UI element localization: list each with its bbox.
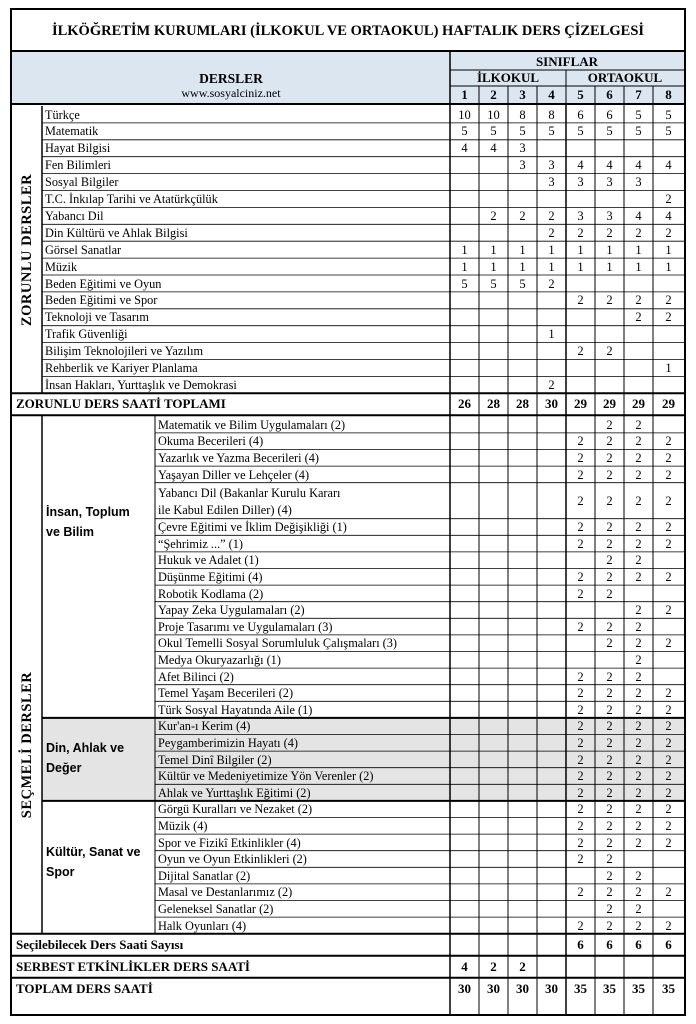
zorunlu-row-value: 2 bbox=[665, 310, 672, 325]
zorunlu-row-value: 1 bbox=[548, 259, 555, 274]
secmeli-row-value: 2 bbox=[606, 493, 613, 508]
zorunlu-row-name: Fen Bilimleri bbox=[45, 158, 111, 173]
zorunlu-row-name: İnsan Hakları, Yurttaşlık ve Demokrasi bbox=[45, 377, 237, 392]
zorunlu-row-value: 1 bbox=[665, 361, 672, 375]
secmeli-row-value: 2 bbox=[606, 636, 613, 651]
secmeli-row-value: 2 bbox=[577, 451, 584, 465]
secmeli-row-value: 2 bbox=[665, 636, 672, 651]
zorunlu-row-value: 5 bbox=[635, 107, 642, 122]
secmeli-row-value: 2 bbox=[577, 852, 584, 867]
secmeli-row-value: 2 bbox=[635, 417, 642, 432]
secmeli-row-value: 2 bbox=[577, 885, 584, 900]
secmeli-row-name: Temel Dinî Bilgiler (2) bbox=[158, 752, 272, 767]
zorunlu-row-value: 1 bbox=[461, 242, 468, 257]
zorunlu-row-value: 2 bbox=[577, 344, 584, 359]
secmeli-row-name: Geleneksel Sanatlar (2) bbox=[158, 902, 274, 916]
zorunlu-row-value: 2 bbox=[665, 293, 672, 308]
secmeli-row-name: Medya Okuryazarlığı (1) bbox=[158, 653, 281, 667]
grade-header: 3 bbox=[519, 87, 526, 102]
secmeli-row-value: 2 bbox=[606, 417, 613, 432]
secmeli-row-name: Yabancı Dil (Bakanlar Kurulu Kararı bbox=[158, 485, 341, 500]
grade-header: 4 bbox=[548, 87, 555, 102]
zorunlu-row-name: Trafik Güvenliği bbox=[45, 327, 128, 342]
zorunlu-row-name: Teknoloji ve Tasarım bbox=[45, 310, 149, 325]
secmeli-row-name: Masal ve Destanlarımız (2) bbox=[158, 885, 293, 900]
zorunlu-row-value: 8 bbox=[519, 107, 526, 122]
zorunlu-row-value: 6 bbox=[577, 107, 584, 122]
secmeli-group-label: Kültür, Sanat ve Spor bbox=[46, 845, 141, 880]
footer-row-value: 35 bbox=[662, 980, 675, 996]
secmeli-row-value: 2 bbox=[606, 719, 613, 734]
zorunlu-row-value: 1 bbox=[665, 242, 672, 257]
secmeli-row-value: 2 bbox=[635, 553, 642, 568]
footer-label: SERBEST ETKİNLİKLER DERS SAATİ bbox=[16, 958, 250, 974]
zorunlu-row-value: 5 bbox=[461, 124, 468, 139]
zorunlu-row-value: 4 bbox=[606, 158, 613, 173]
secmeli-row-value: 2 bbox=[635, 619, 642, 634]
secmeli-row-value: 2 bbox=[635, 686, 642, 701]
zorunlu-row-value: 2 bbox=[548, 276, 555, 291]
secmeli-row-value: 2 bbox=[665, 686, 672, 701]
secmeli-row-name: Okul Temelli Sosyal Sorumluluk Çalışmaları (3) bbox=[158, 636, 398, 651]
header-ilkokul: İLKOKUL bbox=[476, 70, 540, 85]
secmeli-row-value: 2 bbox=[606, 785, 613, 800]
secmeli-row-value: 2 bbox=[606, 885, 613, 900]
zorunlu-row-value: 2 bbox=[635, 310, 642, 325]
zorunlu-row-name: Din Kültürü ve Ahlak Bilgisi bbox=[45, 225, 188, 240]
secmeli-row-name: Çevre Eğitimi ve İklim Değişikliği (1) bbox=[158, 520, 347, 535]
grade-header: 2 bbox=[490, 87, 497, 102]
secmeli-row-value: 2 bbox=[577, 835, 584, 850]
secmeli-row-name: Okuma Becerileri (4) bbox=[158, 434, 264, 449]
secmeli-row-value: 2 bbox=[577, 493, 584, 508]
secmeli-row-value: 2 bbox=[635, 752, 642, 767]
zorunlu-row-value: 1 bbox=[519, 259, 526, 274]
zorunlu-total-label: ZORUNLU DERS SAATİ TOPLAMI bbox=[16, 396, 226, 412]
secmeli-row-value: 2 bbox=[606, 752, 613, 767]
zorunlu-row-value: 3 bbox=[606, 208, 613, 223]
secmeli-row-value: 2 bbox=[577, 819, 584, 833]
zorunlu-row-value: 1 bbox=[577, 242, 584, 257]
secmeli-row-name: Ahlak ve Yurttaşlık Eğitimi (2) bbox=[158, 785, 311, 800]
secmeli-row-name: Peygamberimizin Hayatı (4) bbox=[158, 736, 299, 750]
zorunlu-row-value: 5 bbox=[519, 276, 526, 291]
secmeli-row-value: 2 bbox=[665, 885, 672, 900]
secmeli-row-value: 2 bbox=[635, 719, 642, 734]
zorunlu-row-name: Müzik bbox=[45, 259, 78, 274]
grade-header: 1 bbox=[461, 87, 468, 102]
schedule-table bbox=[10, 8, 686, 1016]
secmeli-row-value: 2 bbox=[635, 702, 642, 717]
secmeli-row-name: “Şehrimiz ...” (1) bbox=[158, 536, 244, 551]
secmeli-section-label: SEÇMELİ DERSLER bbox=[19, 671, 35, 818]
zorunlu-row-value: 2 bbox=[606, 293, 613, 308]
secmeli-row-value: 2 bbox=[665, 434, 672, 449]
secmeli-row-value: 2 bbox=[665, 835, 672, 850]
secmeli-row-name: Görgü Kuralları ve Nezaket (2) bbox=[158, 802, 313, 817]
secmeli-row-value: 2 bbox=[635, 902, 642, 916]
zorunlu-row-value: 10 bbox=[487, 107, 500, 122]
zorunlu-row-name: Hayat Bilgisi bbox=[45, 141, 111, 156]
secmeli-row-value: 2 bbox=[577, 586, 584, 601]
zorunlu-row-value: 1 bbox=[461, 259, 468, 274]
zorunlu-row-value: 1 bbox=[519, 242, 526, 257]
secmeli-row-value: 2 bbox=[665, 520, 672, 535]
secmeli-row-value: 2 bbox=[635, 653, 642, 667]
footer-row-value: 2 bbox=[519, 958, 526, 974]
secmeli-row-value: 2 bbox=[665, 918, 672, 933]
secmeli-row-value: 2 bbox=[606, 918, 613, 933]
zorunlu-row-value: 6 bbox=[606, 107, 613, 122]
secmeli-row-value: 2 bbox=[665, 785, 672, 800]
zorunlu-row-name: T.C. İnkılap Tarihi ve Atatürkçülük bbox=[45, 192, 218, 206]
zorunlu-section-label: ZORUNLU DERSLER bbox=[19, 173, 35, 326]
zorunlu-row-value: 2 bbox=[548, 377, 555, 392]
zorunlu-row-name: Matematik bbox=[45, 124, 99, 139]
secmeli-row-value: 2 bbox=[577, 467, 584, 482]
secmeli-row-value: 2 bbox=[635, 451, 642, 465]
zorunlu-row-value: 3 bbox=[635, 175, 642, 190]
header-website: www.sosyalciniz.net bbox=[181, 86, 281, 100]
zorunlu-row-value: 3 bbox=[577, 208, 584, 223]
zorunlu-row-value: 4 bbox=[490, 141, 497, 156]
secmeli-row-value: 2 bbox=[606, 819, 613, 833]
secmeli-row-value: 2 bbox=[665, 752, 672, 767]
secmeli-row-value: 2 bbox=[606, 669, 613, 684]
footer-row-value: 6 bbox=[606, 936, 613, 952]
secmeli-row-name: Yazarlık ve Yazma Becerileri (4) bbox=[158, 451, 319, 465]
secmeli-row-value: 2 bbox=[606, 570, 613, 584]
secmeli-row-value: 2 bbox=[665, 467, 672, 482]
secmeli-row-value: 2 bbox=[635, 736, 642, 750]
secmeli-row-value: 2 bbox=[635, 493, 642, 508]
zorunlu-row-value: 4 bbox=[635, 208, 642, 223]
secmeli-row-value: 2 bbox=[606, 686, 613, 701]
secmeli-row-name: Spor ve Fizikî Etkinlikler (4) bbox=[158, 835, 301, 850]
zorunlu-row-value: 2 bbox=[665, 192, 672, 206]
zorunlu-row-name: Yabancı Dil bbox=[45, 208, 104, 223]
secmeli-group-label: Din, Ahlak ve Değer bbox=[46, 741, 125, 776]
secmeli-row-name: Proje Tasarımı ve Uygulamaları (3) bbox=[158, 619, 333, 634]
zorunlu-row-value: 3 bbox=[519, 158, 526, 173]
zorunlu-total-value: 29 bbox=[603, 396, 616, 412]
zorunlu-row-name: Bilişim Teknolojileri ve Yazılım bbox=[45, 344, 204, 359]
zorunlu-row-value: 2 bbox=[490, 208, 497, 223]
secmeli-row-value: 2 bbox=[606, 835, 613, 850]
footer-row-value: 35 bbox=[574, 980, 587, 996]
secmeli-row-name: Türk Sosyal Hayatında Aile (1) bbox=[158, 702, 313, 717]
zorunlu-total-value: 28 bbox=[516, 396, 529, 412]
secmeli-row-value: 2 bbox=[606, 467, 613, 482]
secmeli-row-value: 2 bbox=[606, 702, 613, 717]
secmeli-row-name: Temel Yaşam Becerileri (2) bbox=[158, 686, 294, 701]
footer-row-value: 35 bbox=[603, 980, 616, 996]
secmeli-row-value: 2 bbox=[635, 868, 642, 883]
secmeli-row-value: 2 bbox=[577, 719, 584, 734]
secmeli-group-label: İnsan, Toplum ve Bilim bbox=[46, 505, 130, 540]
zorunlu-row-value: 2 bbox=[606, 344, 613, 359]
secmeli-row-name: Kur'an-ı Kerim (4) bbox=[158, 719, 251, 734]
grade-header: 7 bbox=[635, 87, 642, 102]
zorunlu-row-value: 8 bbox=[548, 107, 555, 122]
zorunlu-total-value: 26 bbox=[458, 396, 471, 412]
zorunlu-row-value: 2 bbox=[635, 225, 642, 240]
secmeli-row-value: 2 bbox=[665, 493, 672, 508]
secmeli-row-value: 2 bbox=[665, 536, 672, 551]
secmeli-row-value: 2 bbox=[577, 686, 584, 701]
zorunlu-row-value: 1 bbox=[665, 259, 672, 274]
zorunlu-row-value: 2 bbox=[606, 225, 613, 240]
secmeli-row-name: Robotik Kodlama (2) bbox=[158, 586, 264, 601]
secmeli-row-value: 2 bbox=[665, 719, 672, 734]
zorunlu-row-value: 5 bbox=[548, 124, 555, 139]
secmeli-row-value: 2 bbox=[635, 520, 642, 535]
secmeli-row-value: 2 bbox=[577, 702, 584, 717]
secmeli-row-name: Oyun ve Oyun Etkinlikleri (2) bbox=[158, 852, 307, 867]
secmeli-row-value: 2 bbox=[635, 434, 642, 449]
header-siniflar: SINIFLAR bbox=[535, 54, 599, 69]
zorunlu-row-name: Sosyal Bilgiler bbox=[45, 175, 119, 190]
secmeli-row-value: 2 bbox=[606, 520, 613, 535]
secmeli-row-value: 2 bbox=[606, 434, 613, 449]
zorunlu-row-value: 3 bbox=[606, 175, 613, 190]
secmeli-row-value: 2 bbox=[635, 835, 642, 850]
secmeli-row-name: Dijital Sanatlar (2) bbox=[158, 868, 251, 883]
footer-row-value: 4 bbox=[461, 958, 468, 974]
grade-header: 8 bbox=[665, 87, 672, 102]
zorunlu-row-value: 2 bbox=[577, 293, 584, 308]
footer-label: Seçilebilecek Ders Saati Sayısı bbox=[16, 936, 184, 952]
zorunlu-row-value: 5 bbox=[519, 124, 526, 139]
secmeli-row-value: 2 bbox=[606, 619, 613, 634]
secmeli-row-name: Kültür ve Medeniyetimize Yön Verenler (2) bbox=[158, 769, 374, 784]
secmeli-row-value: 2 bbox=[606, 736, 613, 750]
zorunlu-row-value: 1 bbox=[577, 259, 584, 274]
secmeli-row-value: 2 bbox=[606, 586, 613, 601]
zorunlu-total-value: 29 bbox=[574, 396, 587, 412]
zorunlu-row-value: 2 bbox=[548, 225, 555, 240]
secmeli-row-value: 2 bbox=[577, 434, 584, 449]
header-ortaokul: ORTAOKUL bbox=[587, 70, 663, 85]
footer-row-value: 30 bbox=[487, 980, 500, 996]
zorunlu-row-value: 5 bbox=[665, 124, 672, 139]
secmeli-row-value: 2 bbox=[577, 619, 584, 634]
secmeli-row-name: Hukuk ve Adalet (1) bbox=[158, 553, 259, 568]
secmeli-row-value: 2 bbox=[635, 802, 642, 817]
zorunlu-total-value: 29 bbox=[662, 396, 675, 412]
secmeli-row-value: 2 bbox=[635, 769, 642, 784]
zorunlu-row-value: 5 bbox=[635, 124, 642, 139]
secmeli-row-value: 2 bbox=[665, 603, 672, 618]
zorunlu-row-value: 3 bbox=[548, 175, 555, 190]
secmeli-row-name: Müzik (4) bbox=[158, 819, 208, 833]
zorunlu-total-value: 29 bbox=[632, 396, 645, 412]
zorunlu-row-value: 2 bbox=[665, 225, 672, 240]
zorunlu-row-value: 5 bbox=[665, 107, 672, 122]
zorunlu-row-value: 2 bbox=[548, 208, 555, 223]
zorunlu-row-value: 2 bbox=[635, 293, 642, 308]
grade-header: 5 bbox=[577, 87, 584, 102]
secmeli-row-value: 2 bbox=[635, 885, 642, 900]
zorunlu-row-value: 10 bbox=[458, 107, 471, 122]
footer-row-value: 30 bbox=[458, 980, 471, 996]
secmeli-row-value: 2 bbox=[665, 570, 672, 584]
secmeli-row-value: 2 bbox=[606, 536, 613, 551]
secmeli-row-value: 2 bbox=[577, 769, 584, 784]
zorunlu-row-value: 2 bbox=[519, 208, 526, 223]
secmeli-row-value: 2 bbox=[577, 669, 584, 684]
zorunlu-row-value: 1 bbox=[635, 259, 642, 274]
secmeli-row-value: 2 bbox=[606, 902, 613, 916]
zorunlu-row-value: 5 bbox=[577, 124, 584, 139]
secmeli-row-value: 2 bbox=[577, 752, 584, 767]
secmeli-row-value: 2 bbox=[606, 451, 613, 465]
zorunlu-row-value: 1 bbox=[606, 259, 613, 274]
zorunlu-row-value: 4 bbox=[461, 141, 468, 156]
secmeli-row-value: 2 bbox=[665, 702, 672, 717]
secmeli-row-value: 2 bbox=[606, 852, 613, 867]
footer-row-value: 35 bbox=[632, 980, 645, 996]
secmeli-row-value: 2 bbox=[577, 736, 584, 750]
secmeli-row-value: 2 bbox=[635, 467, 642, 482]
zorunlu-row-value: 2 bbox=[577, 225, 584, 240]
zorunlu-row-value: 5 bbox=[606, 124, 613, 139]
secmeli-row-value: 2 bbox=[577, 785, 584, 800]
secmeli-row-name: Yaşayan Diller ve Lehçeler (4) bbox=[158, 467, 310, 482]
secmeli-row-name: Afet Bilinci (2) bbox=[158, 669, 234, 684]
zorunlu-row-value: 4 bbox=[665, 208, 672, 223]
secmeli-row-value: 2 bbox=[665, 769, 672, 784]
zorunlu-row-value: 1 bbox=[635, 242, 642, 257]
zorunlu-row-value: 4 bbox=[665, 158, 672, 173]
zorunlu-row-value: 3 bbox=[577, 175, 584, 190]
secmeli-row-value: 2 bbox=[577, 520, 584, 535]
zorunlu-row-value: 5 bbox=[490, 124, 497, 139]
zorunlu-row-value: 4 bbox=[635, 158, 642, 173]
footer-row-value: 30 bbox=[516, 980, 529, 996]
zorunlu-row-name: Beden Eğitimi ve Spor bbox=[45, 293, 158, 308]
footer-row-value: 6 bbox=[635, 936, 642, 952]
footer-row-value: 6 bbox=[665, 936, 672, 952]
zorunlu-total-value: 28 bbox=[487, 396, 500, 412]
secmeli-row-name-cont: ile Kabul Edilen Diller) (4) bbox=[158, 502, 292, 517]
secmeli-row-name: Düşünme Eğitimi (4) bbox=[158, 570, 263, 584]
footer-label: TOPLAM DERS SAATİ bbox=[16, 980, 153, 996]
zorunlu-row-value: 5 bbox=[490, 276, 497, 291]
footer-row-value: 30 bbox=[545, 980, 558, 996]
secmeli-row-value: 2 bbox=[635, 570, 642, 584]
secmeli-row-value: 2 bbox=[577, 802, 584, 817]
secmeli-row-value: 2 bbox=[665, 819, 672, 833]
secmeli-row-value: 2 bbox=[577, 918, 584, 933]
secmeli-row-value: 2 bbox=[665, 451, 672, 465]
zorunlu-row-value: 1 bbox=[490, 242, 497, 257]
secmeli-row-value: 2 bbox=[635, 636, 642, 651]
secmeli-row-name: Halk Oyunları (4) bbox=[158, 918, 247, 933]
zorunlu-row-value: 1 bbox=[490, 259, 497, 274]
secmeli-row-value: 2 bbox=[606, 553, 613, 568]
zorunlu-row-value: 3 bbox=[548, 158, 555, 173]
footer-row-value: 2 bbox=[490, 958, 497, 974]
secmeli-row-value: 2 bbox=[606, 868, 613, 883]
secmeli-row-value: 2 bbox=[635, 918, 642, 933]
zorunlu-row-name: Görsel Sanatlar bbox=[45, 242, 122, 257]
secmeli-row-value: 2 bbox=[606, 802, 613, 817]
zorunlu-row-value: 4 bbox=[577, 158, 584, 173]
secmeli-row-value: 2 bbox=[635, 785, 642, 800]
secmeli-row-value: 2 bbox=[665, 736, 672, 750]
grade-header: 6 bbox=[606, 87, 613, 102]
zorunlu-row-value: 1 bbox=[606, 242, 613, 257]
zorunlu-total-value: 30 bbox=[545, 396, 558, 412]
secmeli-row-value: 2 bbox=[635, 819, 642, 833]
page-title: İLKÖĞRETİM KURUMLARI (İLKOKUL VE ORTAOKUL) HAFTALIK DERS ÇİZELGESİ bbox=[12, 10, 684, 52]
zorunlu-row-value: 3 bbox=[519, 141, 526, 156]
secmeli-row-value: 2 bbox=[635, 536, 642, 551]
secmeli-row-value: 2 bbox=[635, 669, 642, 684]
header-dersler: DERSLER bbox=[199, 71, 263, 86]
zorunlu-row-value: 1 bbox=[548, 242, 555, 257]
secmeli-row-name: Yapay Zeka Uygulamaları (2) bbox=[158, 603, 305, 618]
secmeli-row-name: Matematik ve Bilim Uygulamaları (2) bbox=[158, 417, 346, 432]
zorunlu-row-name: Beden Eğitimi ve Oyun bbox=[45, 276, 162, 291]
secmeli-row-value: 2 bbox=[635, 603, 642, 618]
zorunlu-row-name: Türkçe bbox=[45, 107, 80, 122]
zorunlu-row-value: 5 bbox=[461, 276, 468, 291]
zorunlu-row-name: Rehberlik ve Kariyer Planlama bbox=[45, 361, 198, 375]
secmeli-row-value: 2 bbox=[577, 570, 584, 584]
zorunlu-row-value: 1 bbox=[548, 327, 555, 342]
secmeli-row-value: 2 bbox=[665, 802, 672, 817]
secmeli-row-value: 2 bbox=[606, 769, 613, 784]
secmeli-row-value: 2 bbox=[577, 536, 584, 551]
footer-row-value: 6 bbox=[577, 936, 584, 952]
